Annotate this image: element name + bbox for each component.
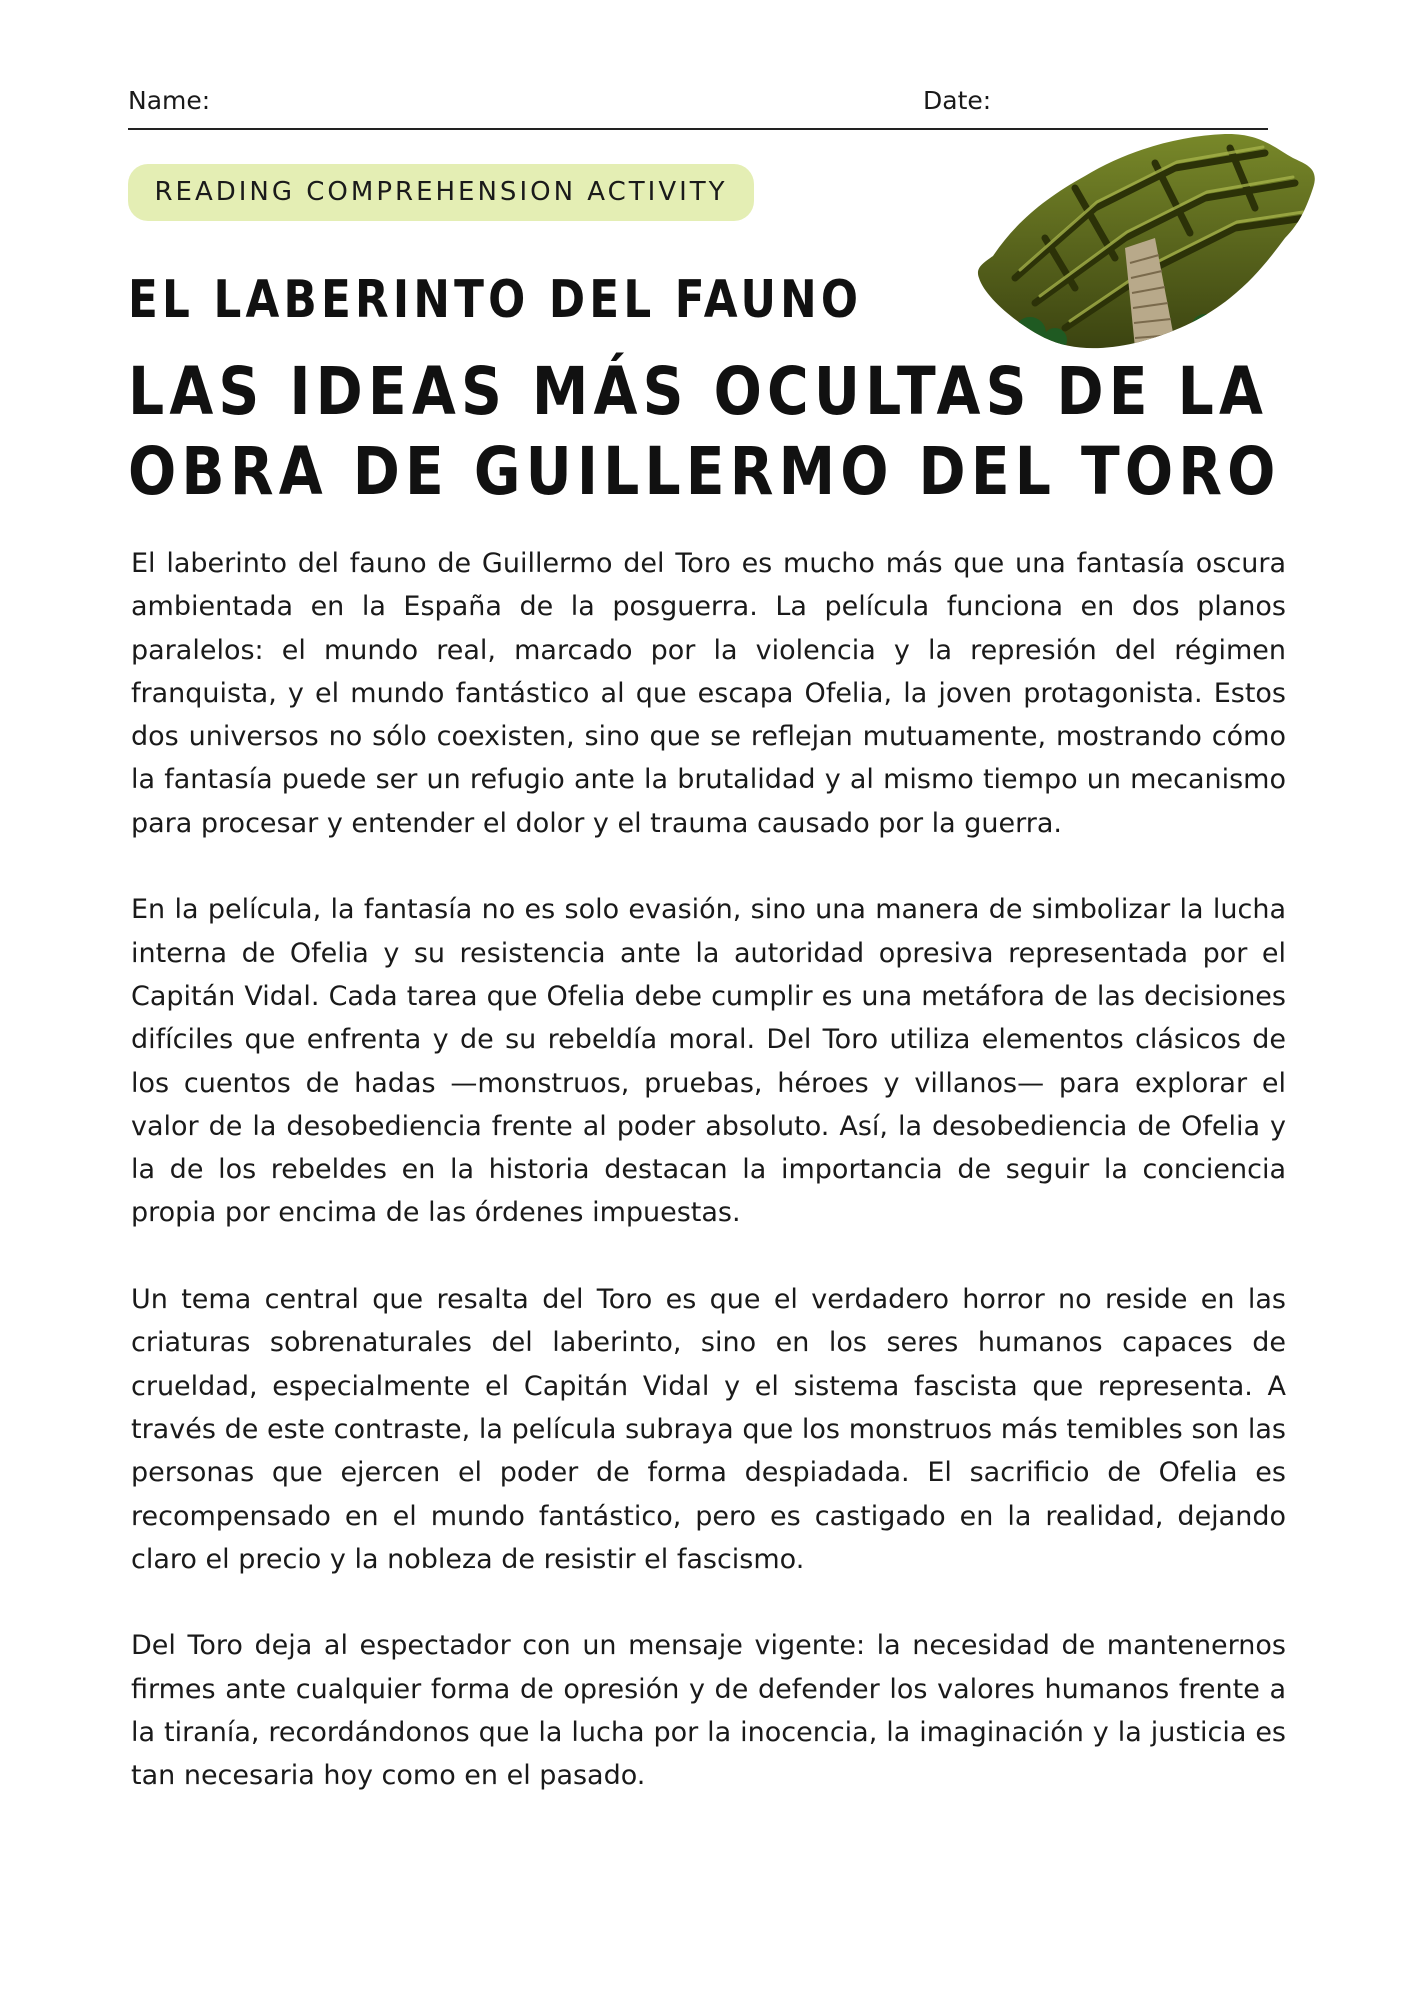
name-label: Name: [128,86,211,115]
paragraph-1: El laberinto del fauno de Guillermo del Toro es mucho más que una fantasía oscura ambientada en la España de la posguerra. La película funciona en dos planos paralelos: el mundo real, marcado por la violencia y la represión del régimen franquista, y el mundo fantástico al que escapa Ofelia, la joven protagonista. Estos dos universos no sólo coexisten, sino que se reflejan mutuamente, mostrando cómo la fantasía puede ser un refugio ante la brutalidad y al mismo tiempo un mecanismo para procesar y entender el dolor y el trauma causado por la guerra. [131,548,1286,839]
name-date-line [128,82,1268,130]
article-body [131,542,1286,1841]
paragraph-3: Un tema central que resalta del Toro es que el verdadero horror no reside en las criaturas sobrenaturales del laberinto, sino en los seres humanos capaces de crueldad, especialmente el Capitán Vidal y el sistema fascista que representa. A través de este contraste, la película subraya que los monstruos más temibles son las personas que ejercen el poder de forma despiadada. El sacrificio de Ofelia es recompensado en el mundo fantástico, pero es castigado en la realidad, dejando claro el precio y la nobleza de resistir el fascismo. [131,1284,1286,1575]
subtitle-film-name: EL LABERINTO DEL FAUNO [128,270,863,330]
paragraph-2: En la película, la fantasía no es solo evasión, sino una manera de simbolizar la lucha interna de Ofelia y su resistencia ante la autoridad opresiva representada por el Capitán Vidal. Cada tarea que Ofelia debe cumplir es una metáfora de las decisiones difíciles que enfrenta y de su rebeldía moral. Del Toro utiliza elementos clásicos de los cuentos de hadas —monstruos, pruebas, héroes y villanos— para explorar el valor de la desobediencia frente al poder absoluto. Así, la desobediencia de Ofelia y la de los rebeldes en la historia destacan la importancia de seguir la conciencia propia por encima de las órdenes impuestas. [131,894,1286,1229]
page-title [128,352,1281,512]
paragraph-4: Del Toro deja al espectador con un mensaje vigente: la necesidad de mantenernos firmes ante cualquier forma de opresión y de defender los valores humanos frente a la tiranía, recordándonos que la lucha por la inocencia, la imaginación y la justicia es tan necesaria hoy como en el pasado. [131,1630,1286,1792]
activity-badge: READING COMPREHENSION ACTIVITY [128,164,754,221]
hedge-maze-illustration-icon [975,128,1320,353]
title-line-2: OBRA DE GUILLERMO DEL TORO [128,433,1281,510]
title-line-1: LAS IDEAS MÁS OCULTAS DE LA [128,353,1269,430]
date-label: Date: [923,86,992,115]
